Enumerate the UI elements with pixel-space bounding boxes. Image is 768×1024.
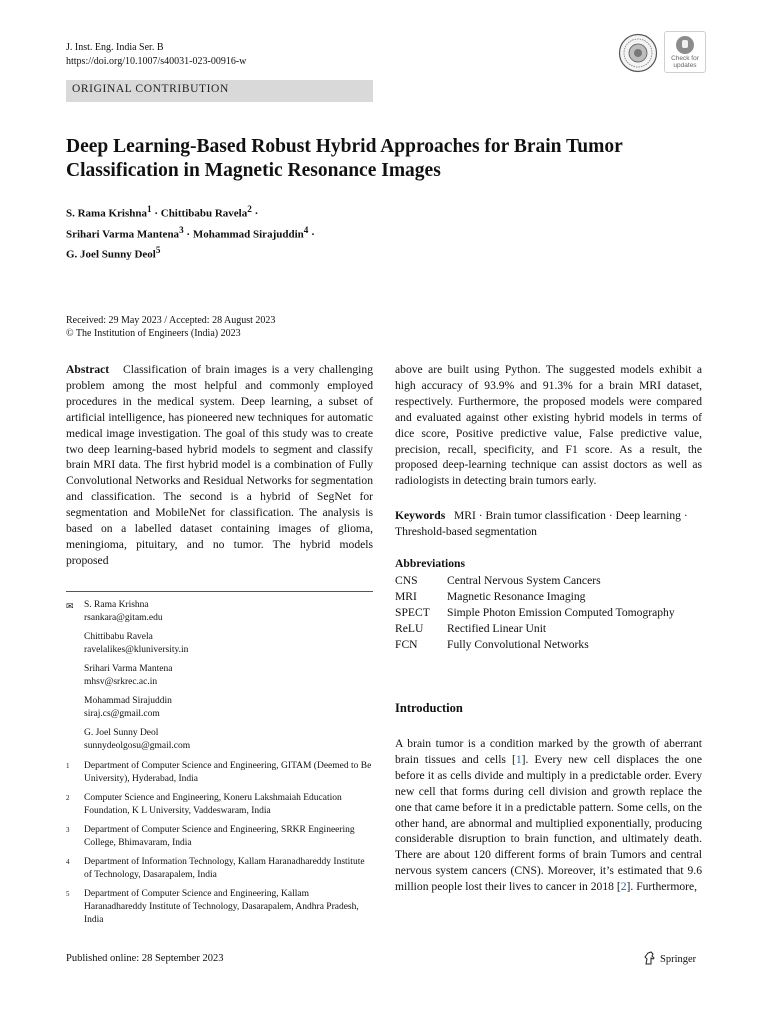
introduction-text: A brain tumor is a condition marked by the growth of aberrant brain tissues and cells [1]. Every new cell displaces the one before it as cells divide and multiply in a predictable order. Every new cell that forms during cell division and growth replace the one that came before it in a predictable pattern. Some cells, on the other hand, are abnormal and multiplied exponentially, producing considerable disruption to brain function, and ultimately death. There are about 120 different forms of brain Tumors and central nervous system cancers (CNS). Moreover, it’s estimated that 9.6 million people lost their lives to cancer in 2018 [2]. Furthermore, [395,737,702,894]
contact-name: Chittibabu Ravela [84,632,153,642]
article-type-banner [66,80,373,102]
contact-email[interactable]: rsankara@gitam.edu [84,613,163,623]
abbreviation-key: CNS [395,574,418,587]
contact-block [66,631,373,657]
contact-name: Mohammad Sirajuddin [84,696,172,706]
journal-header [66,41,246,69]
abbreviation-value: Magnetic Resonance Imaging [447,590,586,604]
contact-block [66,727,373,753]
abbreviation-key: MRI [395,590,417,604]
article-type-label: ORIGINAL CONTRIBUTION [72,83,229,95]
footnote-divider [66,591,373,592]
paper-title: Deep Learning-Based Robust Hybrid Approaches for Brain Tumor Classification in Magnetic Resonance Images [66,136,623,181]
intro-text-part-3: . Furthermore, [630,880,698,894]
affiliation-item [66,792,373,818]
affiliation-item [66,856,373,882]
affiliation-number: 4 [66,858,70,866]
envelope-icon: ✉ [66,601,74,611]
intro-text-part-2: . Every new cell displaces the one before it as cells divide and multiply in a predictable order. Every new cell that forms during cell division and growth replace the one that came before it in a predictable pattern. Some cells, on the other hand, are abnormal and multiplied exponentially, producing considerable disruption to brain function, and ultimately death. There are about 120 different forms of brain Tumors and central nervous system cancers (CNS). Moreover, it’s estimated that 9.6 million people lost their lives to cancer in 2018 [395,752,702,894]
abbreviation-value: Rectified Linear Unit [447,622,547,636]
journal-name: J. Inst. Eng. India Ser. B [66,42,164,53]
copyright: © The Institution of Engineers (India) 2023 [66,328,241,339]
abstract-right: above are built using Python. The suggested models exhibit a high accuracy of 93.9% and 91.3% for a brain MRI dataset, respectively. Furthermore, the proposed models were compared and evaluated against other existing hybrid models in terms of dice score, Positive predictive value, False predictive value, precision, recall, specificity, and F1 score. As a result, the proposed deep-learning technique can assist doctors as well as radiologists in detecting brain tumors early. [395,363,702,488]
abbreviations-table [395,573,702,653]
affiliation-item [66,888,373,927]
abbreviation-key: FCN [395,638,418,652]
received-accepted: Received: 29 May 2023 / Accepted: 28 August 2023 [66,315,276,326]
author-list: S. Rama Krishna$^1$ · Chittibabu Ravela$^2$ · Srihari Varma Mantena$^3$ · Mohammad Sirajuddin$^4$ · G. Joel Sunny Deol$^5$ [66,204,315,261]
contact-email[interactable]: ravelalikes@kluniversity.in [84,645,189,655]
author-name[interactable]: Mohammad Sirajuddin [192,228,304,241]
bookmark-icon [676,36,694,54]
springer-horse-icon [643,951,657,965]
contact-name: S. Rama Krishna [84,600,149,610]
author-affiliation-mark: 4 [303,224,309,235]
abbreviation-key: SPECT [395,606,430,620]
affiliations [66,760,373,927]
publisher-logo [643,951,696,965]
author-name[interactable]: S. Rama Krishna [66,207,147,220]
abbreviation-value: Simple Photon Emission Computed Tomography [447,606,675,620]
affiliation-item [66,760,373,786]
author-affiliation-mark: 2 [247,204,252,214]
affiliation-number: 2 [66,794,70,802]
contact-name: Srihari Varma Mantena [84,664,173,674]
abbreviation-value: Fully Convolutional Networks [447,638,589,652]
check-updates-line-2: updates [673,62,697,69]
abbreviation-row [395,621,702,637]
author-affiliation-mark: 3 [179,224,184,235]
keywords [395,508,702,540]
affiliation-number: 3 [66,826,70,834]
abstract-label: Abstract [66,363,110,376]
affiliation-number: 1 [66,762,70,770]
affiliation-text: Department of Information Technology, Kallam Haranadhareddy Institute of Technology, Dasarapalem, India [84,857,365,880]
author-name[interactable]: Chittibabu Ravela [160,207,248,220]
affiliation-number: 5 [66,890,70,898]
affiliation-text: Computer Science and Engineering, Koneru Lakshmaiah Education Foundation, K L University, Vaddeswaram, India [84,793,342,816]
affiliation-item [66,824,373,850]
contact-email[interactable]: sunnydeolgosu@gmail.com [84,741,191,751]
affiliation-text: Department of Computer Science and Engineering, Kallam Haranadhareddy Institute of Technology, Dasarapalem, Andhra Pradesh, India [84,889,359,925]
contact-block [66,695,373,721]
contact-name: G. Joel Sunny Deol [84,728,159,738]
author-affiliation-mark: 1 [147,204,152,214]
check-for-updates-badge[interactable] [664,31,706,73]
published-online: Published online: 28 September 2023 [66,953,224,964]
introduction-heading: Introduction [395,701,463,715]
contact-email[interactable]: siraj.cs@gmail.com [84,709,160,719]
corresponding-contacts [66,599,373,753]
author-affiliation-mark: 5 [155,245,161,256]
abbreviation-row [395,589,702,605]
citation-link[interactable]: 1 [515,752,522,766]
institution-seal-icon [618,33,658,73]
author-name[interactable]: Srihari Varma Mantena [66,228,180,241]
contact-block [66,599,373,625]
doi-link[interactable]: https://doi.org/10.1007/s40031-023-00916-w [66,56,247,67]
affiliation-text: Department of Computer Science and Engineering, GITAM (Deemed to Be University), Hyderabad, India [84,761,372,784]
keywords-label: Keywords [395,509,446,522]
citation-link[interactable]: 2 [620,880,627,894]
intro-text-part-1: A brain tumor is a condition marked by the growth of aberrant brain tissues and cells [395,737,702,766]
abbreviation-key: ReLU [395,622,424,636]
check-updates-line-1: Check for [671,55,699,62]
publisher-name: Springer [660,954,697,965]
abbreviation-value: Central Nervous System Cancers [447,574,601,587]
abbreviations-title: Abbreviations [395,557,466,570]
publication-dates [66,314,275,340]
abstract-text-part-1: Classification of brain images is a very challenging problem among the most helpful and commonly employed procedures in the medical system. Deep learning, a subset of artificial intelligence, has pioneered new techniques for automatic medical image investigation. The goal of this study was to create two deep learning-based hybrid models to segment and classify brain MRI data. The first hybrid model is a combination of Fully Convolutional Networks and Residual Networks for segmentation and classification. The second is a hybrid of SegNet for segmentation and MobileNet for classification. The analysis is based on a labelled dataset containing images of glioma, meningioma, pituitary, and no tumor. The hybrid models proposed [66,363,373,567]
keywords-text: MRI · Brain tumor classification · Deep learning · Threshold-based segmentation [395,509,688,538]
abbreviation-row [395,573,702,589]
contact-block [66,663,373,689]
contact-email[interactable]: mhsv@srkrec.ac.in [84,677,158,687]
abstract-left [66,362,373,569]
abbreviation-row [395,605,702,621]
abbreviation-row [395,637,702,653]
author-name[interactable]: G. Joel Sunny Deol [66,248,156,261]
affiliation-text: Department of Computer Science and Engineering, SRKR Engineering College, Bhimavaram, India [84,825,355,848]
